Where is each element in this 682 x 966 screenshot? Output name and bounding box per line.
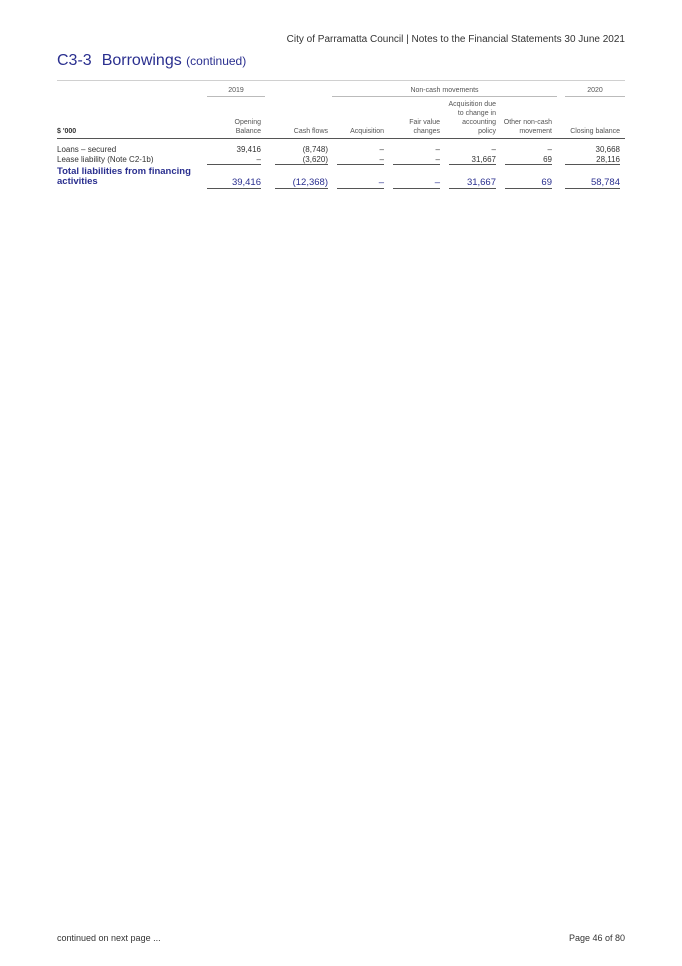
col-acquisition: Acquisition bbox=[350, 128, 384, 135]
total-cell: (12,368) bbox=[275, 177, 328, 189]
cell: – bbox=[491, 145, 496, 154]
total-row bbox=[57, 167, 625, 189]
total-cell: 58,784 bbox=[565, 177, 620, 189]
period-non-cash bbox=[332, 87, 557, 94]
total-label: Total liabilities from financing activities bbox=[57, 166, 191, 187]
total-cell: 31,667 bbox=[449, 177, 496, 189]
col-opening-balance: Opening Balance bbox=[234, 119, 261, 135]
cell: 30,668 bbox=[595, 145, 620, 154]
table-row bbox=[57, 145, 625, 155]
row-label: Loans – secured bbox=[57, 145, 117, 154]
total-cell: – bbox=[393, 177, 440, 189]
row-label: Lease liability (Note C2-1b) bbox=[57, 155, 154, 164]
period-2020-label: 2020 bbox=[587, 87, 603, 94]
section-continued: (continued) bbox=[186, 54, 247, 68]
period-2019 bbox=[207, 87, 265, 94]
cell: 28,116 bbox=[565, 155, 620, 165]
cell: – bbox=[207, 155, 261, 165]
period-non-cash-label: Non-cash movements bbox=[410, 87, 479, 94]
period-header-row bbox=[57, 84, 625, 98]
cell: – bbox=[547, 145, 552, 154]
section-heading bbox=[57, 52, 246, 70]
col-closing-balance: Closing balance bbox=[570, 128, 620, 135]
col-acq-policy: Acquisition due to change in accounting policy bbox=[448, 101, 496, 135]
cell: – bbox=[379, 145, 384, 154]
col-fair-value: Fair value changes bbox=[409, 119, 440, 135]
cell: 39,416 bbox=[236, 145, 261, 154]
borrowings-table bbox=[57, 84, 625, 189]
section-number: C3-3 bbox=[57, 52, 92, 69]
period-2020 bbox=[565, 87, 625, 94]
total-cell: 69 bbox=[505, 177, 552, 189]
total-cell: – bbox=[337, 177, 384, 189]
cell: (3,620) bbox=[275, 155, 328, 165]
table-row bbox=[57, 155, 625, 165]
continued-note: continued on next page ... bbox=[57, 933, 161, 943]
col-cash-flows: Cash flows bbox=[293, 128, 328, 135]
cell: 31,667 bbox=[449, 155, 496, 165]
period-2019-label: 2019 bbox=[228, 87, 244, 94]
cell: – bbox=[435, 145, 440, 154]
column-header-row bbox=[57, 98, 625, 139]
cell: – bbox=[337, 155, 384, 165]
section-title: Borrowings bbox=[101, 52, 182, 69]
col-units: $ '000 bbox=[57, 128, 77, 135]
cell: 69 bbox=[505, 155, 552, 165]
total-cell: 39,416 bbox=[207, 177, 261, 189]
cell: (8,748) bbox=[302, 145, 328, 154]
page-number: Page 46 of 80 bbox=[568, 933, 625, 943]
col-other-non-cash: Other non-cash movement bbox=[503, 119, 552, 135]
header-divider bbox=[57, 80, 625, 81]
running-header: City of Parramatta Council | Notes to the Financial Statements 30 June 2021 bbox=[286, 34, 625, 45]
cell: – bbox=[393, 155, 440, 165]
